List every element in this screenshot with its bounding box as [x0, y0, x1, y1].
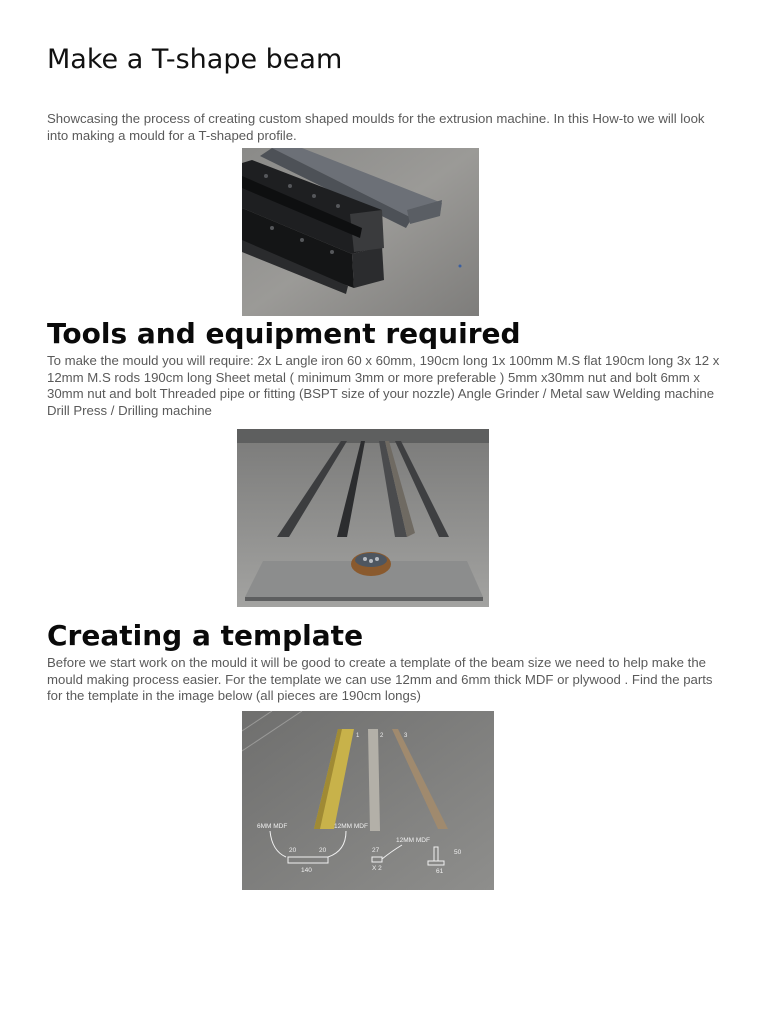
dim-61: 61 — [436, 868, 444, 875]
label-12mm-mdf-b: 12MM MDF — [396, 837, 430, 844]
dim-x2: X 2 — [372, 865, 382, 872]
label-12mm-mdf-a: 12MM MDF — [334, 823, 368, 830]
dim-27: 27 — [372, 847, 380, 854]
mould-photo — [242, 148, 479, 316]
section-body-template: Before we start work on the mould it will be good to create a template of the beam size we need to help make the mould making process easier. For the template we can use 12mm and 6mm thick MDF or plywood . Find the parts for the template in the image below (all pieces are 190cm longs) — [47, 655, 713, 704]
page-title: Make a T-shape beam — [47, 44, 343, 75]
dim-140: 140 — [301, 867, 312, 874]
dim-20-left: 20 — [289, 847, 297, 854]
materials-photo — [237, 429, 489, 607]
section-heading-template: Creating a template — [47, 619, 364, 652]
section-heading-tools: Tools and equipment required — [47, 317, 521, 350]
label-6mm-mdf: 6MM MDF — [257, 823, 288, 830]
part-number-1: 1 — [356, 733, 360, 739]
template-parts-photo — [242, 711, 494, 890]
part-number-3: 3 — [404, 733, 408, 739]
section-body-tools: To make the mould you will require: 2x L angle iron 60 x 60mm, 190cm long 1x 100mm M.S flat 190cm long 3x 12 x 12mm M.S rods 190cm long Sheet metal ( minimum 3mm or more preferable ) 5mm x30mm nut and bolt 6mm x 30mm nut and bolt Threaded pipe or fitting (BSPT size of your nozzle) Angle Grinder / Metal saw Welding machine Drill Press / Drilling machine — [47, 353, 720, 418]
intro-paragraph: Showcasing the process of creating custom shaped moulds for the extrusion machine. In this How-to we will look into making a mould for a T-shaped profile. — [47, 111, 705, 143]
dim-50: 50 — [454, 849, 462, 856]
dim-20-right: 20 — [319, 847, 327, 854]
part-number-2: 2 — [380, 733, 384, 739]
